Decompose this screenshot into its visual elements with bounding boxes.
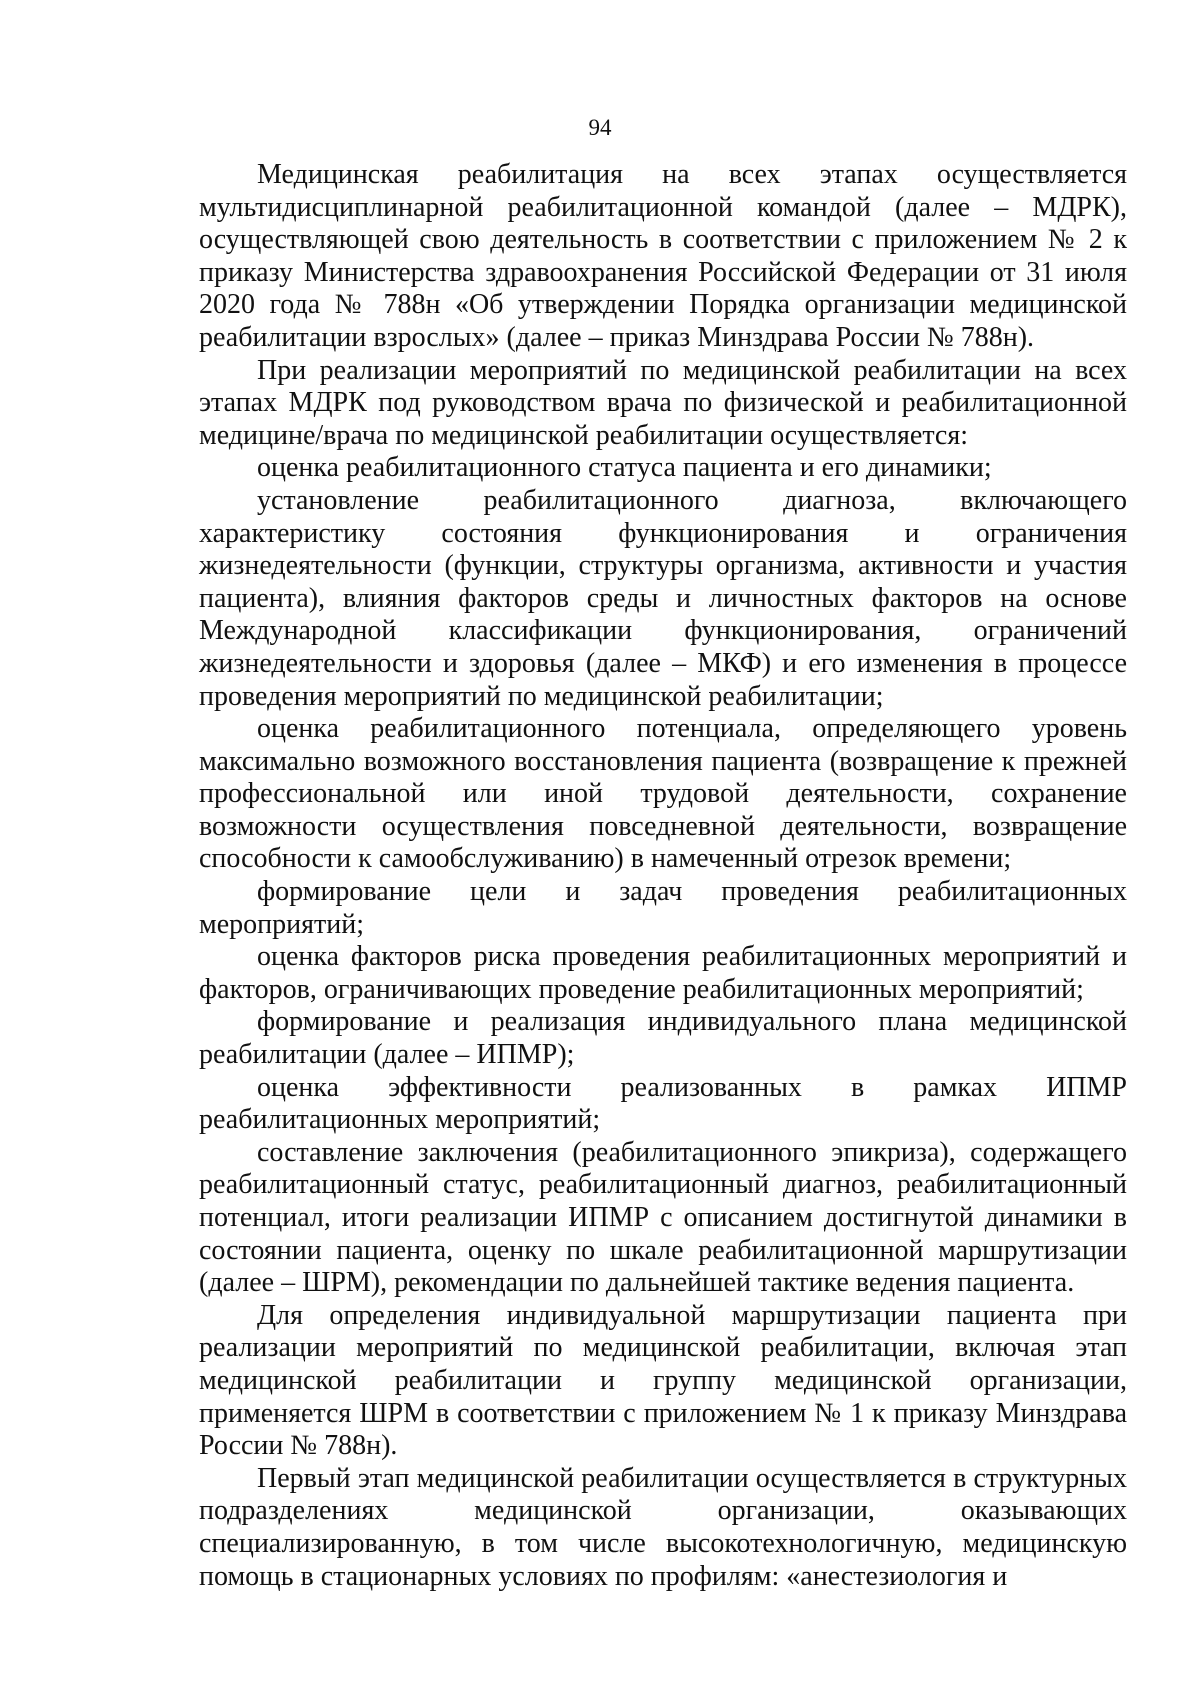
page-number: 94 [588,115,612,140]
paragraph-ipmr-effectiveness: оценка эффективности реализованных в рамках ИПМР реабилитационных мероприятий; [199,1071,1127,1136]
paragraph-epicrisis: составление заключения (реабилитационного эпикриза), содержащего реабилитационный статус, реабилитационный диагноз, реабилитационный потенциал, итоги реализации ИПМР с описанием достигнутой динамики в состоянии пациента, оценку по шкале реабилитационной маршрутизации (далее – ШРМ), рекомендации по дальнейшей тактике ведения пациента. [199,1136,1127,1299]
paragraph-ipmr-plan: формирование и реализация индивидуального плана медицинской реабилитации (далее – ИПМР); [199,1006,1127,1071]
paragraph-status-assessment: оценка реабилитационного статуса пациента и его динамики; [257,452,992,484]
paragraph-potential: оценка реабилитационного потенциала, определяющего уровень максимально возможного восстановления пациента (возвращение к прежней профессиональной или иной трудовой деятельности, сохранение возможности осуществления повседневной деятельности, возвращение способности к самообслуживанию) в намеченный отрезок времени; [199,713,1127,875]
paragraph-first-stage: Первый этап медицинской реабилитации осуществляется в структурных подразделениях медицинской организации, оказывающих специализированную, в том числе высокотехнологичную, медицинскую помощь в стационарных условиях по профилям: «анестезиология и [199,1462,1127,1592]
paragraph-goals: формирование цели и задач проведения реабилитационных мероприятий; [199,876,1127,940]
paragraph-mdrk-definition: Медицинская реабилитация на всех этапах осуществляется мультидисциплинарной реабилитационной командой (далее – МДРК), осуществляющей свою деятельность в соответствии с приложением № 2 к приказу Министерства здравоохранения Российской Федерации от 31 июля 2020 года № 788н «Об утверждении Порядка организации медицинской реабилитации взрослых» (далее – приказ Минздрава России № 788н). [199,159,1127,353]
paragraph-routing: Для определения индивидуальной маршрутизации пациента при реализации мероприятий по медицинской реабилитации, включая этап медицинской реабилитации и группу медицинской организации, применяется ШРМ в соответствии с приложением № 1 к приказу Минздрава России № 788н). [199,1299,1127,1462]
paragraph-mdrk-duties-intro: При реализации мероприятий по медицинской реабилитации на всех этапах МДРК под руководством врача по физической и реабилитационной медицине/врача по медицинской реабилитации осуществляется: [199,354,1127,451]
paragraph-diagnosis: установление реабилитационного диагноза, включающего характеристику состояния функционирования и ограничения жизнедеятельности (функции, структуры организма, активности и участия пациента), влияния факторов среды и личностных факторов на основе Международной классификации функционирования, ограничений жизнедеятельности и здоровья (далее – МКФ) и его изменения в процессе проведения мероприятий по медицинской реабилитации; [199,484,1127,712]
document-body [199,159,1127,1593]
paragraph-risk-factors: оценка факторов риска проведения реабилитационных мероприятий и факторов, ограничивающих проведение реабилитационных мероприятий; [199,941,1127,1005]
